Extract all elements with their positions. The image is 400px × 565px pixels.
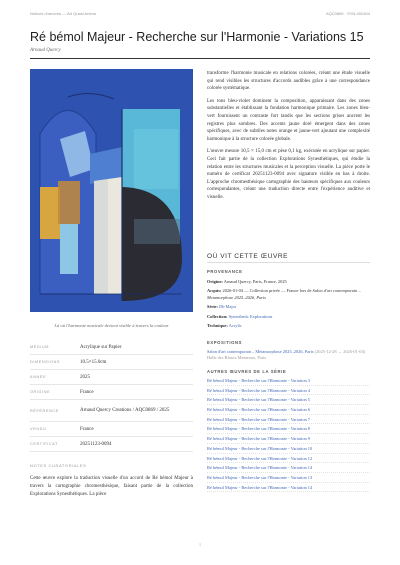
series-item-link[interactable]: Ré bémol Majeur - Recherche sur l'Harmonie - Variation 14: [207, 463, 370, 473]
title-divider: [30, 58, 370, 59]
spec-value: Acrylique sur Papier: [80, 344, 122, 350]
series-item-link[interactable]: Ré bémol Majeur - Recherche sur l'Harmonie - Variation 8: [207, 424, 370, 434]
spec-table: [30, 340, 193, 452]
series-list: [207, 376, 370, 492]
artwork-painting: [30, 69, 193, 312]
spec-value: France: [80, 389, 94, 395]
spec-label: MÉDIUM: [30, 345, 49, 349]
technique-link[interactable]: Acrylic: [228, 323, 242, 329]
curatorial-notes-heading: NOTES CURATORIALES: [30, 463, 87, 468]
where-divider: [207, 262, 370, 263]
artwork-image: [30, 69, 193, 312]
description-paragraph: Les tons bleu-violet dominent la composition, apparaissant dans des zones substantielles et établissant la fondation harmonique primaire. Les zones bleu-vert fournissent un contraste fort tandis que les sections grises ancrent les registres plus sombres. Des accents jaune doré émergent dans des zones spécifiques, avec de subtiles notes orange et jaune-vert ajoutant une complexité harmonique à la structure colorée globale.: [207, 98, 370, 142]
spec-row-year: [30, 370, 193, 385]
spec-row-medium: [30, 340, 193, 355]
spec-label: RÉFÉRENCE: [30, 408, 59, 413]
series-item-link[interactable]: Ré bémol Majeur - Recherche sur l'Harmonie - Variation 12: [207, 454, 370, 464]
spec-row-dimensions: [30, 355, 193, 370]
curatorial-notes-text: Cette œuvre explore la traduction visuelle d'un accord de Ré bémol Majeur à travers la cartographie chromesthésique, faisant partie de la collection Explorations Synesthétiques. La pièce: [30, 476, 193, 497]
provenance-block: [207, 279, 370, 332]
series-heading: AUTRES ŒUVRES DE LA SÉRIE: [207, 369, 287, 374]
provenance-technique: Technique: Acrylic: [207, 323, 242, 329]
exhibition-link[interactable]: Salon d'art contemporain – Metamorphose 2025–2026, Paris: [207, 349, 314, 354]
description-paragraph: transforme l'harmonie musicale en relations colorées, créant une étude visuelle qui rend visibles les structures d'accords audibles grâce à une correspondance colorée systématique.: [207, 71, 370, 92]
description-paragraph: L'œuvre mesure 10,5 × 15,0 cm et pèse 0,1 kg, exécutée en acrylique sur papier. Ceci fait partie de la collection Explorations Synesthétiques, qui étudie la relation entre les structures musicales et la perception visuelle. La pièce porte le numéro de certificat 20251123-0094 avec signature visible en bas à droite. L'approche chromesthésique cartographie des hauteurs spécifiques aux couleurs correspondantes, créant une traduction directe entre l'expérience auditive et visuelle.: [207, 149, 370, 200]
artist-name: Arnaud Quercy: [30, 48, 61, 53]
spec-label: ANNÉE: [30, 375, 47, 379]
exhibitions-heading: EXPOSITIONS: [207, 340, 242, 345]
series-item-link[interactable]: Ré bémol Majeur - Recherche sur l'Harmonie - Variation 9: [207, 434, 370, 444]
provenance-series: Série: Db Major: [207, 304, 237, 310]
series-item-link[interactable]: Ré bémol Majeur - Recherche sur l'Harmonie - Variation 7: [207, 415, 370, 425]
series-item-link[interactable]: Ré bémol Majeur - Recherche sur l'Harmonie - Variation 14: [207, 483, 370, 493]
spec-value: Arnaud Quercy Creations / AQC0869 / 2025: [80, 408, 170, 413]
provenance-collection: Collection: Synesthetic Explorations: [207, 313, 273, 319]
series-item-link[interactable]: Ré bémol Majeur - Recherche sur l'Harmonie - Variation 3: [207, 376, 370, 386]
spec-label: DIMENSIONS: [30, 360, 61, 364]
series-item-link[interactable]: Ré bémol Majeur - Recherche sur l'Harmonie - Variation 10: [207, 444, 370, 454]
collection-link[interactable]: Synesthetic Explorations: [228, 313, 273, 319]
exhibition-entry: [207, 349, 370, 361]
spec-label: ORIGINE: [30, 390, 51, 394]
breadcrumb: [30, 11, 370, 19]
description-column: [207, 70, 370, 207]
artwork-caption: Là où l'harmonie musicale devient visible à travers la couleur: [54, 323, 169, 328]
provenance-acquired: Acquis: 2026-01-04 — Collection privée — France lors de Salon d'art contemporain – Metamorphose 2025–2026, Paris: [207, 288, 361, 300]
series-link[interactable]: Db Major: [219, 304, 237, 310]
series-item-link[interactable]: Ré bémol Majeur - Recherche sur l'Harmonie - Variation 13: [207, 473, 370, 483]
exhibition-note: (2025-12-28 → 2026-01-04) Halle des Blancs Manteaux, Paris: [207, 349, 366, 360]
page-number: 1: [199, 542, 201, 547]
spec-label: CERTIFICAT: [30, 442, 59, 446]
spec-value: 10.5×15.0cm: [80, 359, 107, 365]
spec-row-reference: [30, 400, 193, 422]
acquired-event: Salon d'art contemporain – Metamorphose 2025–2026, Paris: [207, 288, 361, 300]
breadcrumb-path: Notices d'œuvres — Art Quasi Anima: [30, 11, 96, 16]
spec-value: France: [80, 426, 94, 432]
spec-row-origin: [30, 385, 193, 400]
where-heading: OÙ VIT CETTE ŒUVRE: [207, 253, 289, 260]
spec-label: VENDU: [30, 427, 47, 431]
series-item-link[interactable]: Ré bémol Majeur - Recherche sur l'Harmonie - Variation 5: [207, 395, 370, 405]
provenance-heading: PROVENANCE: [207, 269, 243, 274]
page-title: Ré bémol Majeur - Recherche sur l'Harmonie - Variations 15: [30, 30, 364, 44]
spec-value: 20251123-0094: [80, 441, 112, 447]
series-item-link[interactable]: Ré bémol Majeur - Recherche sur l'Harmonie - Variation 4: [207, 386, 370, 396]
series-item-link[interactable]: Ré bémol Majeur - Recherche sur l'Harmonie - Variation 6: [207, 405, 370, 415]
reference-code: AQC0869 · SYN-000404: [325, 11, 370, 16]
spec-row-sold: [30, 422, 193, 437]
provenance-origin: Origine: Arnaud Quercy, Paris, France, 2025: [207, 279, 287, 284]
spec-row-certificate: [30, 437, 193, 452]
spec-value: 2025: [80, 374, 90, 380]
